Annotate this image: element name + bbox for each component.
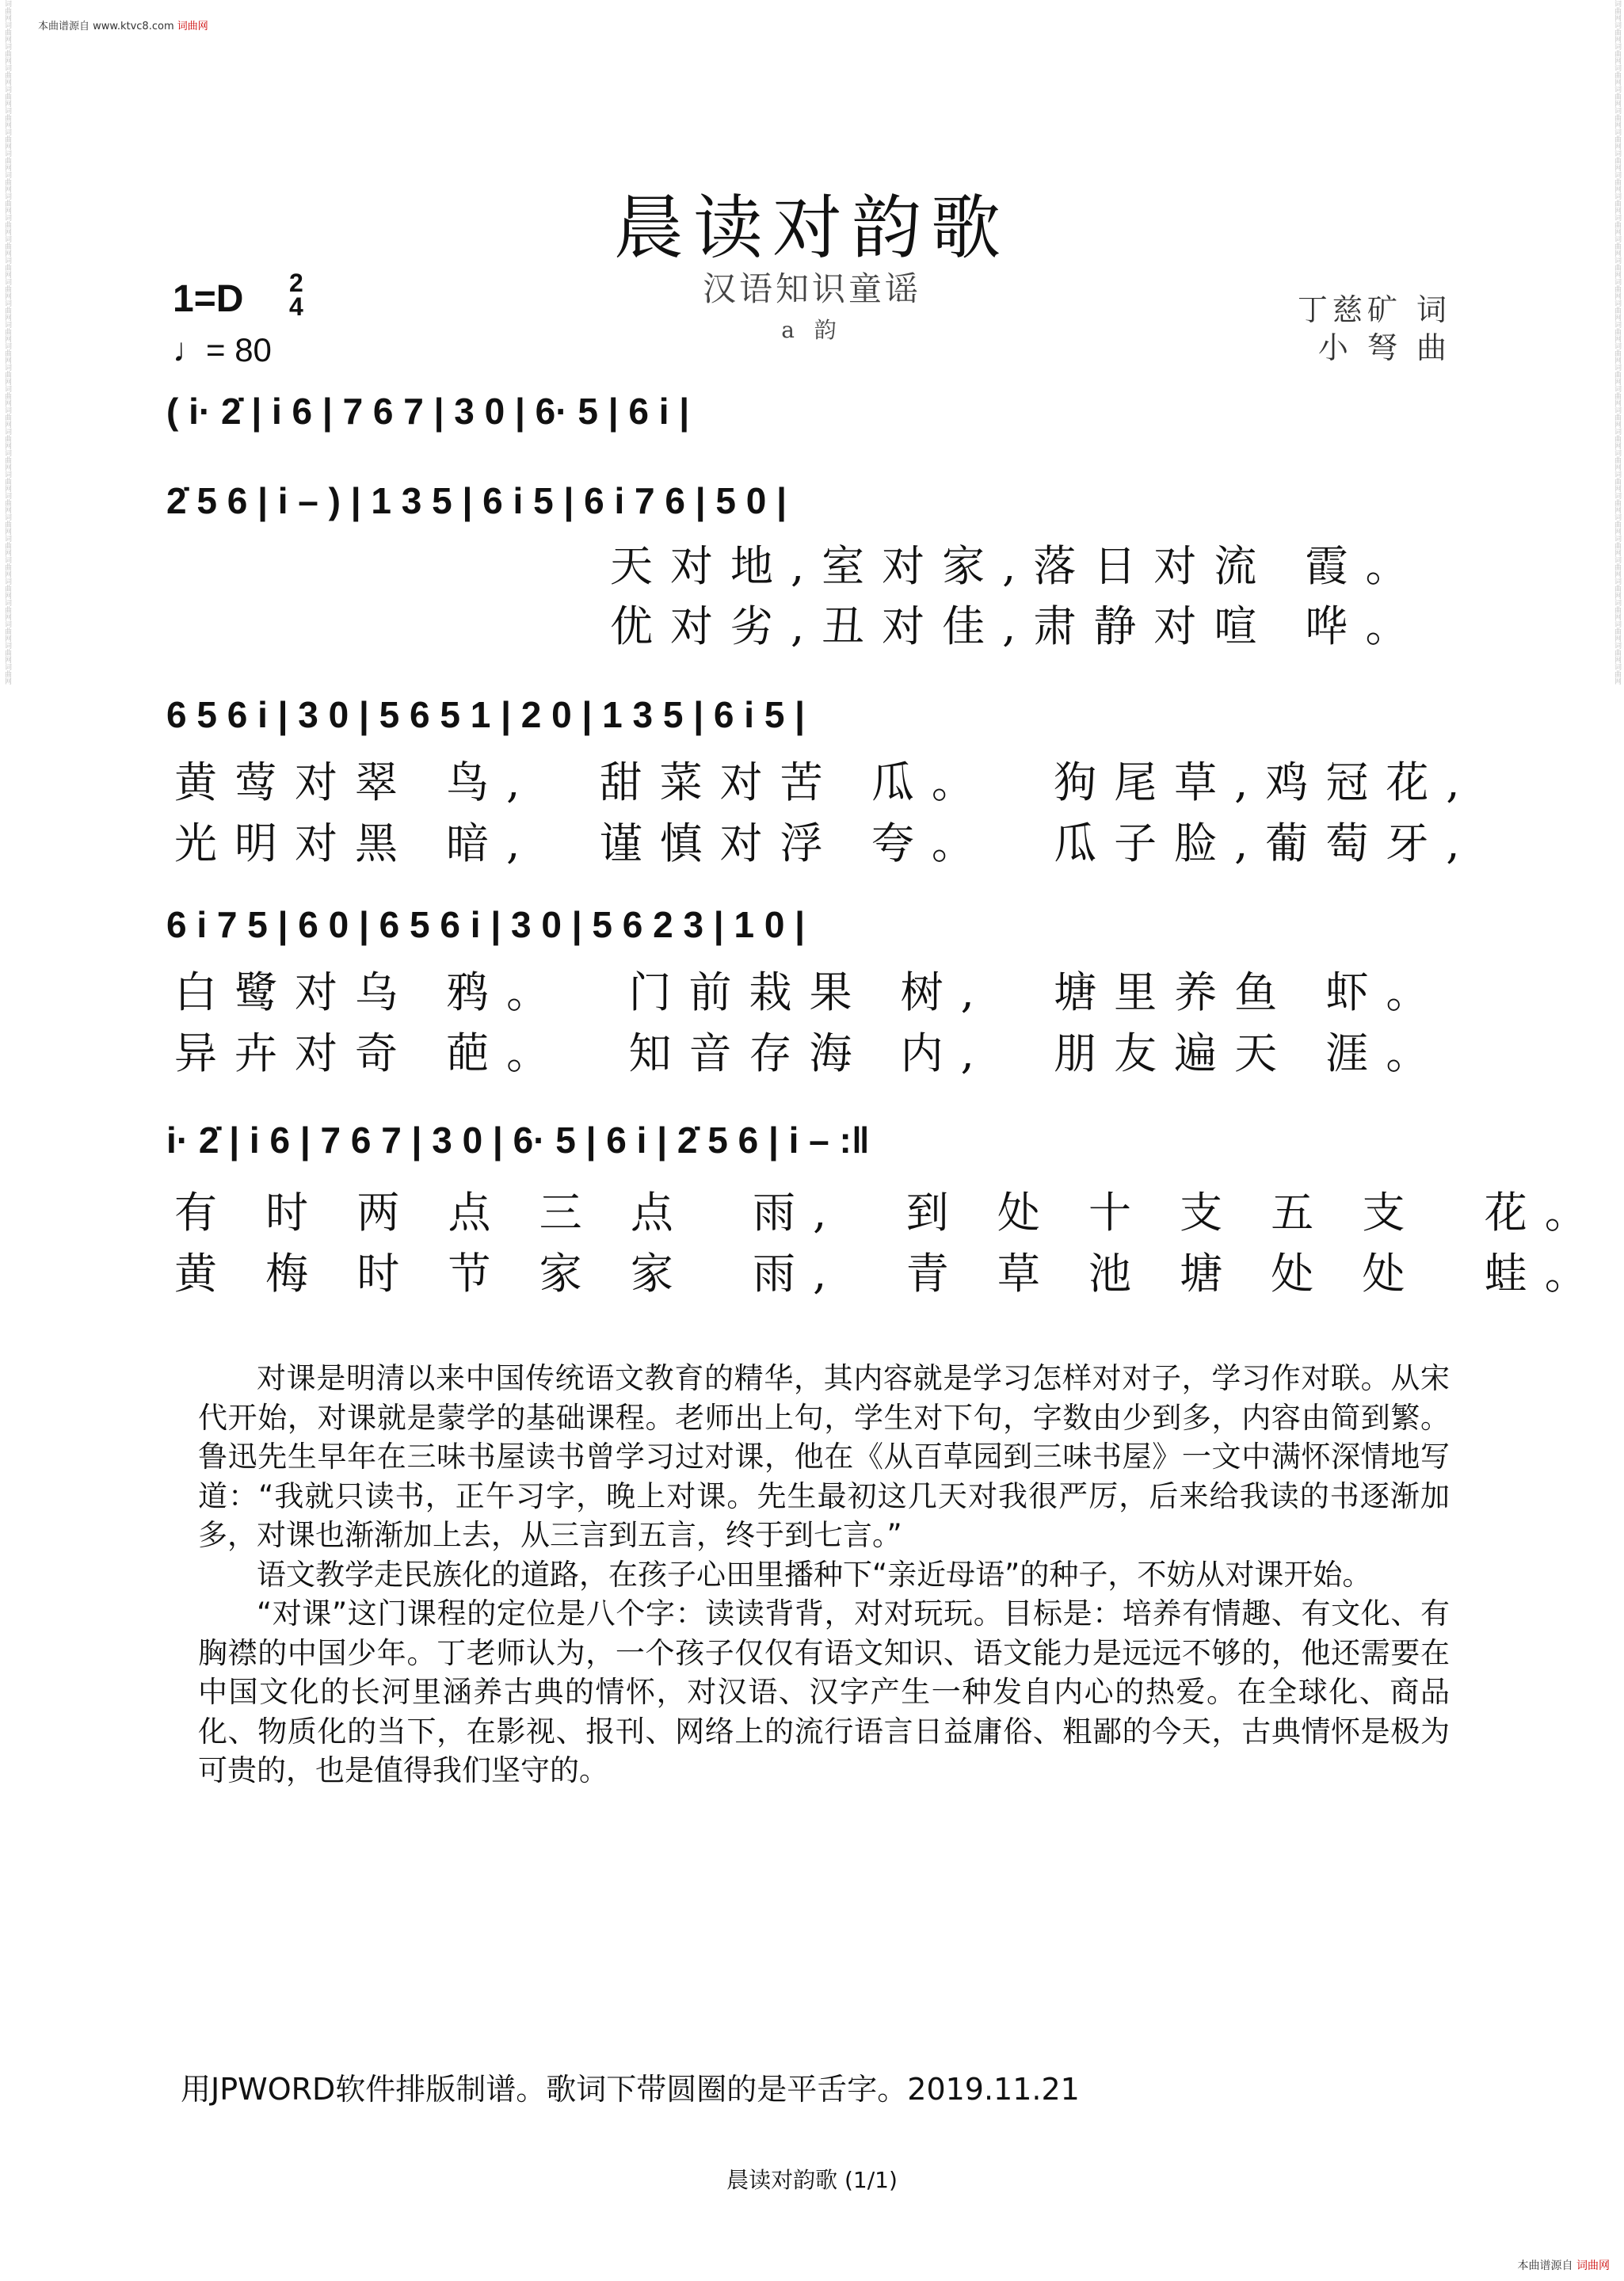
tempo-marking: ♩= 80 — [173, 331, 272, 368]
top-watermark: 本曲谱源自 www.ktvc8.com 词曲网 — [38, 21, 208, 32]
composer-credit: 小 弩 曲 — [1317, 330, 1451, 365]
paragraph: 语文教学走民族化的道路，在孩子心田里播种下“亲近母语”的种子，不妨从对课开始。 — [257, 1557, 1372, 1592]
lyric-line: 黄 梅 时 节 家 家 雨, 青 草 池 塘 处 处 蛙。 — [174, 1249, 1605, 1299]
footnote: 用JPWORD软件排版制谱。歌词下带圆圈的是平舌字。2019.11.21 — [181, 2072, 1080, 2107]
rhyme-label: a 韵 — [781, 317, 843, 343]
jianpu-notes: 6 5 6 i | 3 0 | 5 6 5 1 | 2 0 | 1 3 5 | 6 i 5 | — [166, 694, 806, 735]
score-row-1 — [166, 390, 1450, 453]
left-side-watermark: 词曲网词曲网词曲网词曲网词曲网词曲网词曲网词曲网词曲网词曲网词曲网词曲网词曲网词曲网词曲网词曲网词曲网词曲网词曲网词曲网词曲网词曲网词曲网词曲网词曲网词曲网词曲网词曲网词曲网词曲网词曲网词曲网 — [3, 0, 11, 685]
lyric-line: 黄莺对翠 鸟, 甜菜对苦 瓜。 狗尾草,鸡冠花, — [174, 757, 1477, 807]
commentary-text — [198, 1359, 1450, 1791]
lyricist-credit: 丁慈矿 词 — [1297, 292, 1451, 327]
time-signature: 2 4 — [289, 269, 303, 321]
lyric-line: 有 时 两 点 三 点 雨, 到 处 十 支 五 支 花。 — [174, 1188, 1605, 1238]
jianpu-notes: 2̇ 5 6 | i – ) | 1 3 5 | 6 i 5 | 6 i 7 6 | 5 0 | — [166, 480, 787, 521]
jianpu-notes: 6 i 7 5 | 6 0 | 6 5 6 i | 3 0 | 5 6 2 3 | 1 0 | — [166, 904, 806, 945]
song-subtitle: 汉语知识童谣 — [702, 269, 921, 308]
lyric-line: 天对地,室对家,落日对流 霞。 — [610, 541, 1426, 591]
paragraph: 对课是明清以来中国传统语文教育的精华，其内容就是学习怎样对对子，学习作对联。从宋代开始，对课就是蒙学的基础课程。老师出上句，学生对下句，字数由少到多，内容由简到繁。鲁迅先生早年在三味书屋读书曾学习过对课，他在《从百草园到三味书屋》一文中满怀深情地写道：“我就只读书，正午习字，晚上对课。先生最初这几天对我很严厉，后来给我读的书逐渐加多，对课也渐渐加上去，从三言到五言，终于到七言。” — [198, 1361, 1450, 1552]
jianpu-notes: ( i· 2̇ | i 6 | 7 6 7 | 3 0 | 6· 5 | 6 i | — [166, 391, 690, 432]
lyric-line: 光明对黑 暗, 谨慎对浮 夸。 瓜子脸,葡萄牙, — [174, 818, 1477, 868]
paragraph: “对课”这门课程的定位是八个字：读读背背，对对玩玩。目标是：培养有情趣、有文化、有胸襟的中国少年。丁老师认为，一个孩子仅仅有语文知识、语文能力是远远不够的，他还需要在中国文化的长河里涵养古典的情怀，对汉语、汉字产生一种发自内心的热爱。在全球化、商品化、物质化的当下，在影视、报刊、网络上的流行语言日益庸俗、粗鄙的今天，古典情怀是极为可贵的，也是值得我们坚守的。 — [198, 1596, 1450, 1787]
bottom-watermark: 本曲谱源自 词曲网 — [1517, 2260, 1610, 2272]
key-signature: 1=D — [173, 278, 244, 320]
song-title: 晨读对韵歌 — [613, 187, 1010, 269]
lyric-line: 异卉对奇 葩。 知音存海 内, 朋友遍天 涯。 — [174, 1028, 1447, 1078]
right-side-watermark: 词曲网词曲网词曲网词曲网词曲网词曲网词曲网词曲网词曲网词曲网词曲网词曲网词曲网词曲网词曲网词曲网词曲网词曲网词曲网词曲网词曲网词曲网词曲网词曲网词曲网词曲网词曲网词曲网词曲网词曲网词曲网词曲网 — [1613, 0, 1621, 685]
lyric-line: 白鹭对乌 鸦。 门前栽果 树, 塘里养鱼 虾。 — [174, 967, 1447, 1017]
score-row-3 — [166, 693, 1450, 757]
jianpu-notes: i· 2̇ | i 6 | 7 6 7 | 3 0 | 6· 5 | 6 i | 2̇ 5 6 | i – :‖ — [166, 1120, 870, 1161]
score-row-5 — [166, 1119, 1450, 1182]
page-footer: 晨读对韵歌 (1/1) — [726, 2167, 898, 2193]
lyric-line: 优对劣,丑对佳,肃静对喧 哗。 — [610, 601, 1426, 651]
score-row-4 — [166, 903, 1450, 967]
